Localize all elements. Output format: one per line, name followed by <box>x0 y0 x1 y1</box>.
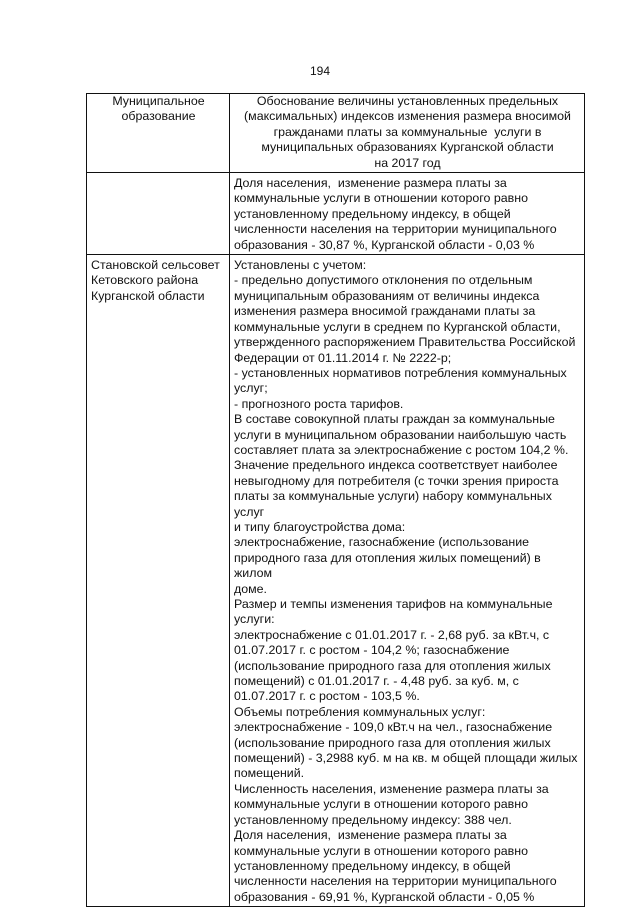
text-line: услуги в муниципальном образовании наибольшую часть <box>234 427 567 442</box>
text-line: образование <box>121 109 196 124</box>
text-line: муниципальным образованиям от величины индекса <box>234 288 540 303</box>
text-line: и типу благоустройства дома: <box>234 519 406 534</box>
text-line: помещений. <box>234 766 305 781</box>
text-line: услуги: <box>234 612 275 627</box>
text-line: численности населения на территории муниципального <box>234 222 557 237</box>
text-line: Значение предельного индекса соответствует наиболее <box>234 458 558 473</box>
text-line: невыгодному для потребителя (с точки зрения прироста <box>234 473 559 488</box>
text-line: образования - 30,87 %, Курганской области - 0,03 % <box>234 237 535 252</box>
text-line: доме. <box>234 581 267 596</box>
text-line: установленному предельному индексу, в общей <box>234 206 511 221</box>
text-line: коммунальные услуги в отношении которого равно <box>234 191 528 206</box>
table-row <box>87 255 585 907</box>
text-line: на 2017 год <box>374 155 441 170</box>
text-line: Курганской области <box>91 288 205 303</box>
text-line: коммунальные услуги в среднем по Курганской области, <box>234 319 561 334</box>
text-line: коммунальные услуги в отношении которого равно <box>234 843 528 858</box>
header-justification <box>230 94 585 173</box>
row2-municipality-cell <box>87 255 230 907</box>
tariff-index-table <box>86 93 585 907</box>
table-row <box>87 173 585 255</box>
row2-text-cell <box>230 255 585 907</box>
text-line: Кетовского района <box>91 273 199 288</box>
text-line: электроснабжение, газоснабжение (использование <box>234 535 530 550</box>
text-line: помещений) с 01.01.2017 г. - 4,48 руб. за куб. м, с <box>234 674 519 689</box>
text-line: (использование природного газа для отопления жилых <box>234 735 551 750</box>
text-line: составляет плата за электроснабжение с ростом 104,2 %. <box>234 442 569 457</box>
text-line: 01.07.2017 г. с ростом - 104,2 %; газоснабжение <box>234 643 510 658</box>
text-line: - прогнозного роста тарифов. <box>234 396 404 411</box>
text-line: (использование природного газа для отопления жилых <box>234 658 551 673</box>
text-line: гражданами платы за коммунальные услуги в <box>273 124 542 139</box>
row1-municipality-cell <box>87 173 230 255</box>
page-number: 194 <box>309 64 331 78</box>
text-line: Численность населения, изменение размера платы за <box>234 781 549 796</box>
text-line: - предельно допустимого отклонения по отдельным <box>234 273 533 288</box>
text-line: Размер и темпы изменения тарифов на коммунальные <box>234 597 553 611</box>
text-line: Доля населения, изменение размера платы за <box>234 176 507 191</box>
text-line: электроснабжение - 109,0 кВт.ч на чел., газоснабжение <box>234 720 553 735</box>
row1-text-cell <box>230 173 585 255</box>
table-header-row <box>87 94 585 173</box>
text-line: электроснабжение с 01.01.2017 г. - 2,68 руб. за кВт.ч, с <box>234 627 550 642</box>
text-line: - установленных нормативов потребления коммунальных <box>234 365 567 380</box>
text-line: установленному предельному индексу, в общей <box>234 858 511 873</box>
text-line: услуг; <box>234 381 268 396</box>
text-line: образования - 69,91 %, Курганской области - 0,05 % <box>234 889 535 904</box>
header-municipality <box>87 94 230 173</box>
text-line: Обоснование величины установленных предельных <box>256 94 559 108</box>
text-line: Доля населения, изменение размера платы за <box>234 828 507 843</box>
text-line: 01.07.2017 г. с ростом - 103,5 %. <box>234 689 420 704</box>
text-line: Федерации от 01.11.2014 г. № 2222-р; <box>234 350 452 365</box>
text-line: Муниципальное <box>112 94 205 108</box>
text-line: Становской сельсовет <box>91 258 220 273</box>
text-line: платы за коммунальные услуги) набору коммунальных услуг <box>234 489 556 519</box>
text-line: Объемы потребления коммунальных услуг: <box>234 704 486 719</box>
text-line: изменения размера вносимой гражданами платы за <box>234 304 536 319</box>
text-line: В составе совокупной платы граждан за коммунальные <box>234 412 555 427</box>
text-line: (максимальных) индексов изменения размера вносимой <box>244 109 571 124</box>
text-line: коммунальные услуги в отношении которого равно <box>234 797 528 812</box>
text-line: численности населения на территории муниципального <box>234 874 557 889</box>
text-line: муниципальных образованиях Курганской области <box>261 140 554 155</box>
text-line: Установлены с учетом: <box>234 258 367 273</box>
text-line: помещений) - 3,2988 куб. м на кв. м общей площади жилых <box>234 751 578 766</box>
text-line: природного газа для отопления жилых помещений) в жилом <box>234 550 545 581</box>
text-line: утвержденного распоряжением Правительства Российской <box>234 335 576 350</box>
text-line: установленному предельному индексу: 388 чел. <box>234 812 512 827</box>
